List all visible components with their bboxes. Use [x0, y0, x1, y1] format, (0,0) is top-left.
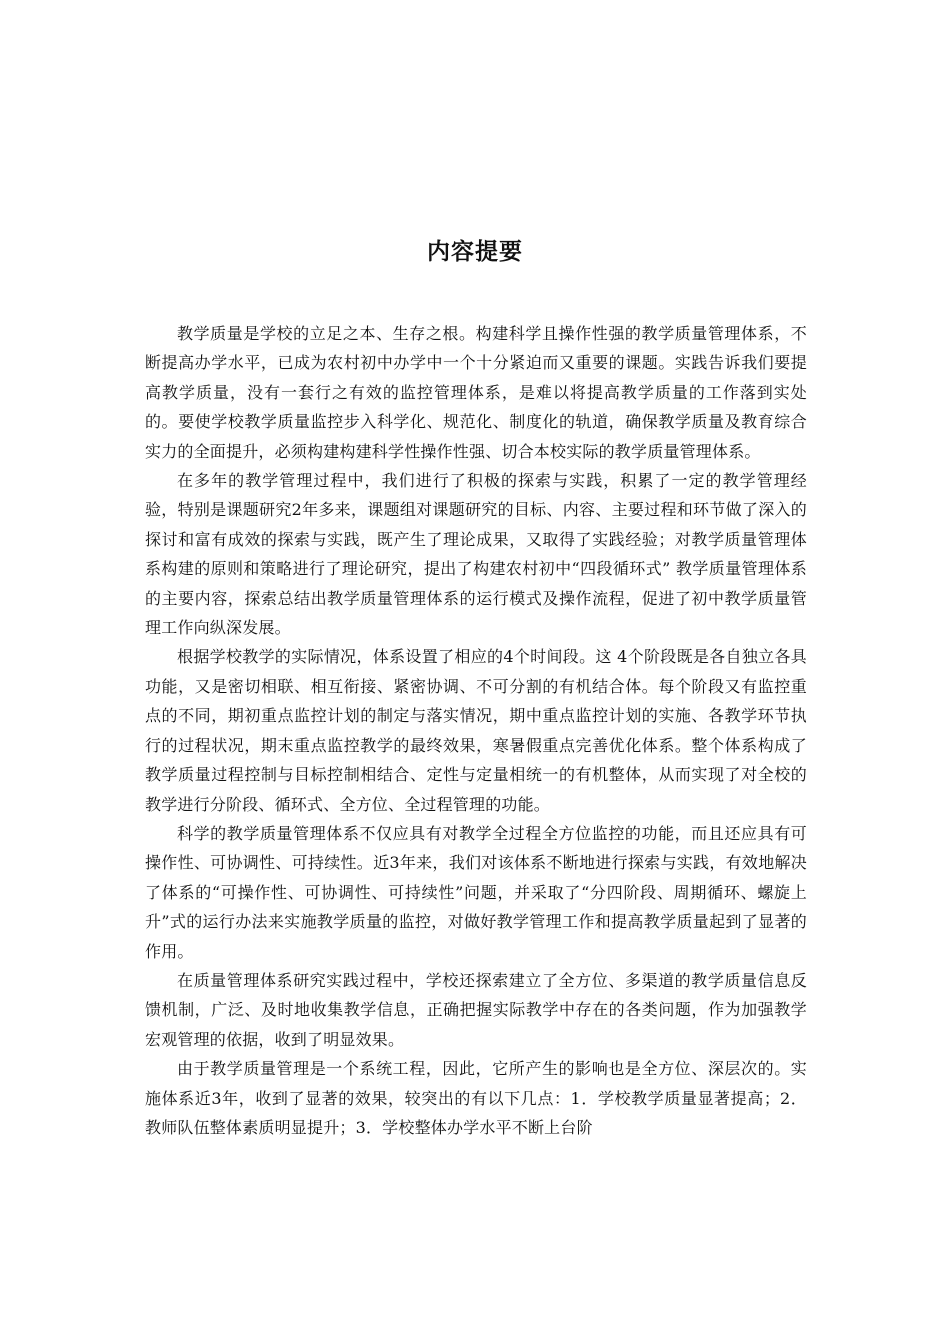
document-title: 内容提要: [427, 239, 523, 265]
body-paragraph-3: 根据学校教学的实际情况，体系设置了相应的4个时间段。这 4个阶段既是各自独立各具功能，又是密切相联、相互衔接、紧密协调、不可分割的有机结合体。每个阶段又有监控重点的不同，期初重点监控计划的制定与落实情况，期中重点监控计划的实施、各教学环节执行的过程状况，期末重点监控教学的最终效果，寒暑假重点完善优化体系。整个体系构成了教学质量过程控制与目标控制相结合、定性与定量相统一的有机整体，从而实现了对全校的教学进行分阶段、循环式、全方位、全过程管理的功能。: [145, 647, 807, 814]
body-paragraph-6: 由于教学质量管理是一个系统工程，因此，它所产生的影响也是全方位、深层次的。实施体系近3年，收到了显著的效果，较突出的有以下几点：1．学校教学质量显著提高；2．教师队伍整体素质明显提升；3．学校整体办学水平不断上台阶: [145, 1059, 807, 1137]
body-paragraph-4: 科学的教学质量管理体系不仅应具有对教学全过程全方位监控的功能，而且还应具有可操作性、可协调性、可持续性。近3年来，我们对该体系不断地进行探索与实践，有效地解决了体系的“可操作性、可协调性、可持续性”问题，并采取了“分四阶段、周期循环、螺旋上升”式的运行办法来实施教学质量的监控，对做好教学管理工作和提高教学质量起到了显著的作用。: [145, 823, 807, 961]
body-paragraph-5: 在质量管理体系研究实践过程中，学校还探索建立了全方位、多渠道的教学质量信息反馈机制，广泛、及时地收集教学信息，正确把握实际教学中存在的各类问题，作为加强教学宏观管理的依据，收到了明显效果。: [145, 970, 807, 1049]
body-paragraph-1: 教学质量是学校的立足之本、生存之根。构建科学且操作性强的教学质量管理体系，不断提高办学水平，已成为农村初中办学中一个十分紧迫而又重要的课题。实践告诉我们要提高教学质量，没有一套行之有效的监控管理体系，是难以将提高教学质量的工作落到实处的。要使学校教学质量监控步入科学化、规范化、制度化的轨道，确保教学质量及教育综合实力的全面提升，必须构建构建科学性操作性强、切合本校实际的教学质量管理体系。: [145, 324, 807, 461]
body-paragraph-2: 在多年的教学管理过程中，我们进行了积极的探索与实践，积累了一定的教学管理经验，特别是课题研究2年多来，课题组对课题研究的目标、内容、主要过程和环节做了深入的探讨和富有成效的探索与实践，既产生了理论成果，又取得了实践经验；对教学质量管理体系构建的原则和策略进行了理论研究，提出了构建农村初中“四段循环式” 教学质量管理体系的主要内容，探索总结出教学质量管理体系的运行模式及操作流程，促进了初中教学质量管理工作向纵深发展。: [145, 471, 807, 638]
document-body: [145, 319, 807, 1142]
